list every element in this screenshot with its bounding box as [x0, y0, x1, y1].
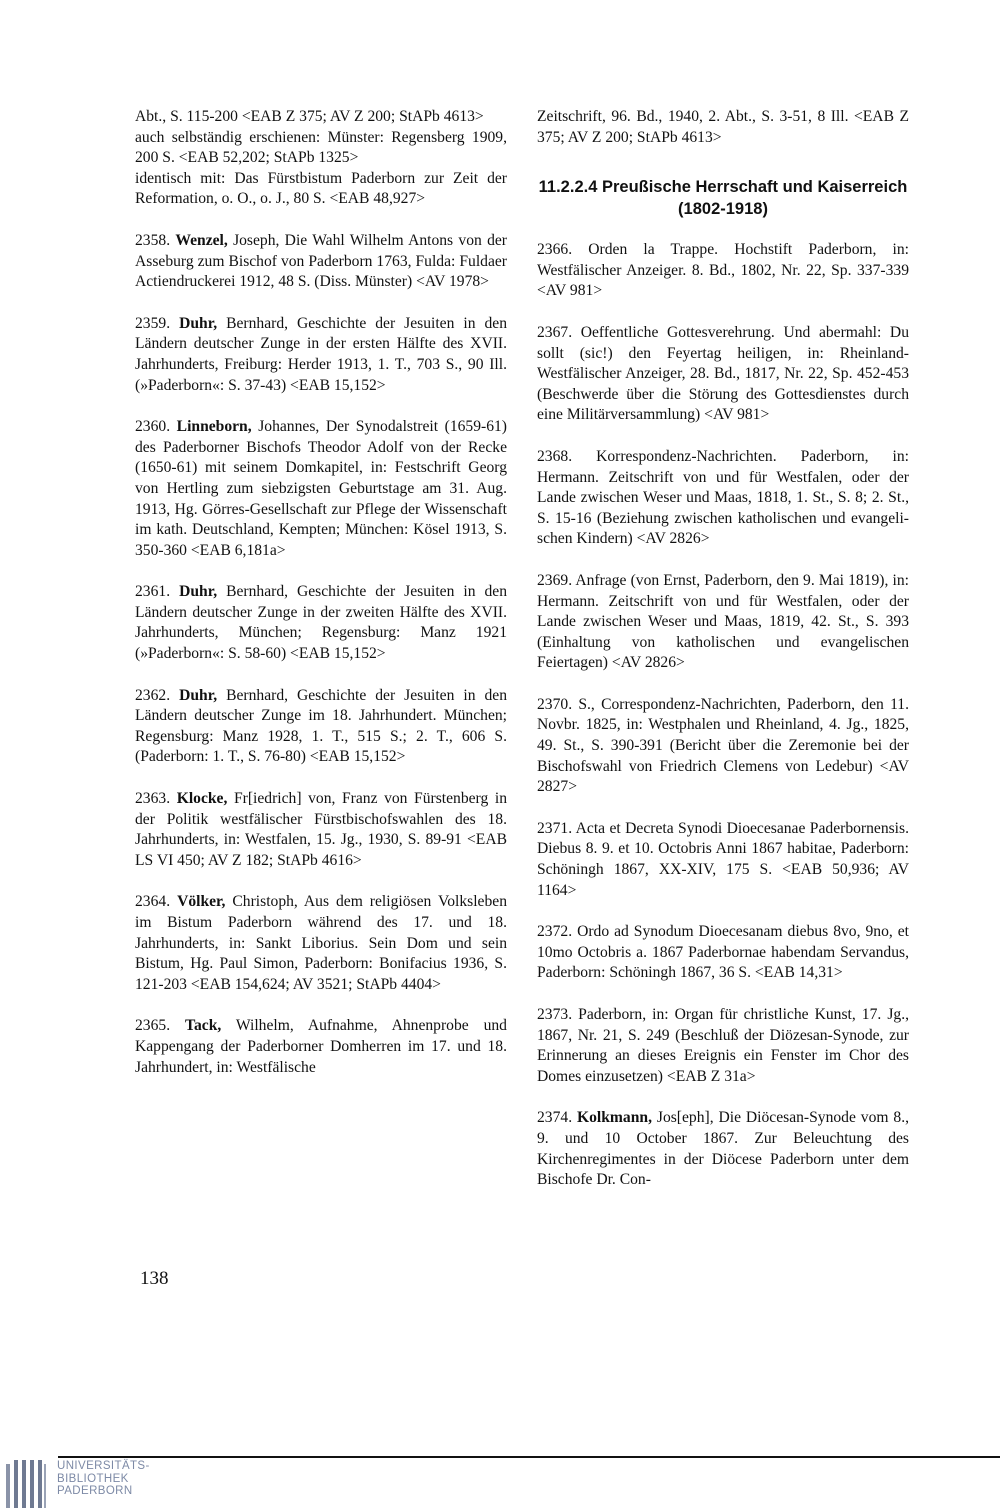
- entry-text: Bernhard, Geschichte der Jesuiten in den Ländern deutscher Zunge im 18. Jahrhundert. München; Regensburg: Manz 1928, 1. T., 515 S.; 2. T., 606 S. (Paderborn: 1. T., S. 76-80) <EAB 15,152>: [135, 686, 508, 766]
- entry-number: 2367.: [537, 323, 573, 341]
- entry-number: 2374.: [537, 1109, 573, 1127]
- entry-2374: [537, 1108, 909, 1190]
- entry-2358: [135, 231, 507, 293]
- entry-text: Bernhard, Geschichte der Jesuiten in den Ländern deutscher Zunge in der zweiten Hälfte des XVII. Jahrhunderts, München; Regensburg: Manz 1921 (»Paderborn«: S. 58-60) <EAB 15,152>: [135, 583, 508, 663]
- library-logo-text: [57, 1460, 150, 1498]
- entry-continued: [135, 107, 507, 210]
- entry-2363: [135, 789, 507, 871]
- entry-number: 2371.: [537, 819, 573, 837]
- entry-2361: [135, 582, 507, 664]
- entry-author: Tack,: [185, 1017, 222, 1035]
- entry-number: 2365.: [135, 1017, 171, 1035]
- logo-line-1: UNIVERSITÄTS-: [57, 1460, 150, 1472]
- entry-2359: [135, 314, 507, 396]
- entry-text: Fr[iedrich] von, Franz von Fürstenberg in der Politik westfälischer Fürstbischofswahlen des 18. Jahrhunderts, in: Westfalen, 15. Jg., 1930, S. 89-91 <EAB LS VI 450; AV Z 182; StAPb 4616>: [135, 790, 507, 869]
- entry-author: Wenzel,: [175, 231, 228, 249]
- entry-2368: [537, 447, 909, 550]
- entry-2366: [537, 240, 909, 302]
- right-column: [537, 107, 909, 1212]
- entry-author: Klocke,: [176, 790, 228, 808]
- entry-text: Jos[eph], Die Diöcesan-Synode vom 8., 9. und 10 October 1867. Zur Beleuchtung des Kirchenregimentes in der Diöcese Paderborn unter dem Bischofe Dr. Con-: [537, 1109, 910, 1189]
- entry-author: Duhr,: [179, 583, 218, 601]
- entry-number: 2369.: [537, 571, 573, 589]
- entry-number: 2370.: [537, 695, 573, 713]
- entry-number: 2362.: [135, 686, 171, 704]
- entry-2370: [537, 695, 909, 798]
- entry-text: Paderborn, in: Organ für christliche Kunst, 17. Jg., 1867, Nr. 21, S. 249 (Beschluß der Diözesan-Synode, zur Erinnerung an dieses Ereignis ein Fenster im Chor des Domes einzusetzen) <EAB Z 31a>: [537, 1006, 909, 1085]
- entry-author: Völker,: [177, 893, 226, 911]
- entry-2372: [537, 922, 909, 984]
- entry-2360: [135, 417, 507, 561]
- entry-2367: [537, 323, 909, 426]
- entry-2371: [537, 819, 909, 901]
- entry-2369: [537, 571, 909, 674]
- entry-author: Duhr,: [179, 314, 218, 332]
- entry-text: Wilhelm, Aufnahme, Ahnenprobe und Kappengang der Paderborner Domherren im 17. und 18. Jahrhundert, in: Westfälische: [135, 1017, 507, 1076]
- entry-text: Korrespondenz-Nachrichten. Paderborn, in: Hermann. Zeitschrift von und für Westfalen, oder der Lande zwischen Weser und Maas, 1818, 1. St., S. 8; 2. St., S. 15-16 (Beziehung zwischen katholischen und evangelischen Kindern) <AV 2826>: [537, 447, 909, 548]
- entry-number: 2372.: [537, 923, 573, 941]
- library-logo: [0, 1456, 160, 1512]
- page-number: 138: [140, 1268, 169, 1289]
- entry-text: S., Correspondenz-Nachrichten, Paderborn, den 11. Novbr. 1825, in: Westphalen und Rheinland, 4. Jg., 1825, 49. St., S. 390-391 (Bericht über die Zeremonie bei der Bischofswahl von Friedrich Clemens von Ledebur) <AV 2827>: [537, 695, 909, 796]
- entry-number: 2363.: [135, 790, 171, 808]
- entry-2364: [135, 892, 507, 995]
- entry-text: Anfrage (von Ernst, Paderborn, den 9. Mai 1819), in: Hermann. Zeitschrift von und für Westfalen, oder der Lande zwischen Weser und Maas, 1819, 42. St., S. 393 (Einhaltung von katholischen und evangelischen Feiertagen) <AV 2826>: [537, 571, 909, 672]
- entry-number: 2361.: [135, 583, 171, 601]
- footer-divider: [58, 1456, 1000, 1458]
- entry-number: 2364.: [135, 893, 171, 911]
- entry-author: Duhr,: [179, 686, 218, 704]
- entry-number: 2360.: [135, 418, 171, 436]
- entry-number: 2368.: [537, 447, 573, 465]
- entry-text: Abt., S. 115-200 <EAB Z 375; AV Z 200; StAPb 4613> auch selbständig erschienen: Münster: Regensberg 1909, 200 S. <EAB 52,202; StAPb 1325> identisch mit: Das Fürstbistum Paderborn zur Zeit der Reformation, o. O., o. J., 80 S. <EAB 48,927>: [135, 108, 507, 208]
- entry-author: Kolkmann,: [577, 1109, 652, 1127]
- entry-text: Ordo ad Synodum Dioecesanam diebus 8vo, 9no, et 10mo Octobris a. 1867 Paderbornae habendam Servandus, Paderborn: Schöningh 1867, 36 S. <EAB 14,31>: [537, 923, 909, 982]
- entry-text: Johannes, Der Synodalstreit (1659-61) des Paderborner Bischofs Theodor Adolf von der Recke (1650-61) mit seinem Domkapitel, in: Festschrift Georg von Hertling zum siebzigsten Geburtstage am 31. Aug. 1913, Hg. Görres-Gesellschaft zur Pflege der Wissenschaft im kath. Deutschland, Kempten; München: Kösel 1913, S. 350-360 <EAB 6,181a>: [135, 418, 508, 559]
- entry-2362: [135, 686, 507, 768]
- logo-line-3: PADERBORN: [57, 1485, 133, 1497]
- entry-number: 2359.: [135, 314, 171, 332]
- entry-text: Orden la Trappe. Hochstift Paderborn, in: Westfälischer Anzeiger. 8. Bd., 1802, Nr. 22, Sp. 337-339 <AV 981>: [537, 241, 910, 300]
- entry-number: 2358.: [135, 231, 171, 249]
- library-logo-bars-icon: [0, 1456, 52, 1512]
- entry-2373: [537, 1005, 909, 1087]
- entry-author: Linneborn,: [176, 418, 252, 436]
- entry-number: 2366.: [537, 241, 573, 259]
- left-column: [135, 107, 507, 1099]
- entry-text: Christoph, Aus dem religiösen Volksleben im Bistum Paderborn während des 17. und 18. Jahrhunderts, in: Sankt Liborius. Sein Dom und sein Bistum, Hg. Paul Simon, Paderborn: Bonifacius 1936, S. 121-203 <EAB 154,624; AV 3521; StAPb 4404>: [135, 893, 507, 993]
- entry-2365: [135, 1016, 507, 1078]
- entry-text: Joseph, Die Wahl Wilhelm Antons von der Asseburg zum Bischof von Paderborn 1763, Fulda: Fuldaer Actiendruckerei 1912, 48 S. (Diss. Münster) <AV 1978>: [135, 231, 507, 291]
- entry-continued: Zeitschrift, 96. Bd., 1940, 2. Abt., S. 3-51, 8 Ill. <EAB Z 375; AV Z 200; StAPb 4613>: [537, 108, 909, 146]
- entry-text: Bernhard, Geschichte der Jesuiten in den Ländern deutscher Zunge in der ersten Hälfte des XVII. Jahrhunderts, Freiburg: Herder 1913, 1. T., 703 S., 90 Ill. (»Paderborn«: S. 37-43) <EAB 15,152>: [135, 314, 508, 394]
- logo-line-2: BIBLIOTHEK: [57, 1472, 129, 1485]
- entry-text: Oeffentliche Gottesverehrung. Und abermahl: Du sollt (sic!) den Feyertag heiligen, in: Rheinland-Westfälischer Anzeiger, 28. Bd., 1817, Nr. 22, Sp. 452-453 (Beschwerde über die Störung des Gottesdienstes durch eine Militärversammlung) <AV 981>: [537, 323, 909, 424]
- entry-number: 2373.: [537, 1006, 573, 1023]
- entry-text: Acta et Decreta Synodi Dioecesanae Paderbornensis. Diebus 8. 9. et 10. Octobris Anni 1867 habitae, Paderborn: Schöningh 1867, XX-XIV, 175 S. <EAB 50,936; AV 1164>: [537, 819, 909, 899]
- section-heading: 11.2.2.4 Preußische Herrschaft und Kaiserreich (1802-1918): [538, 178, 908, 219]
